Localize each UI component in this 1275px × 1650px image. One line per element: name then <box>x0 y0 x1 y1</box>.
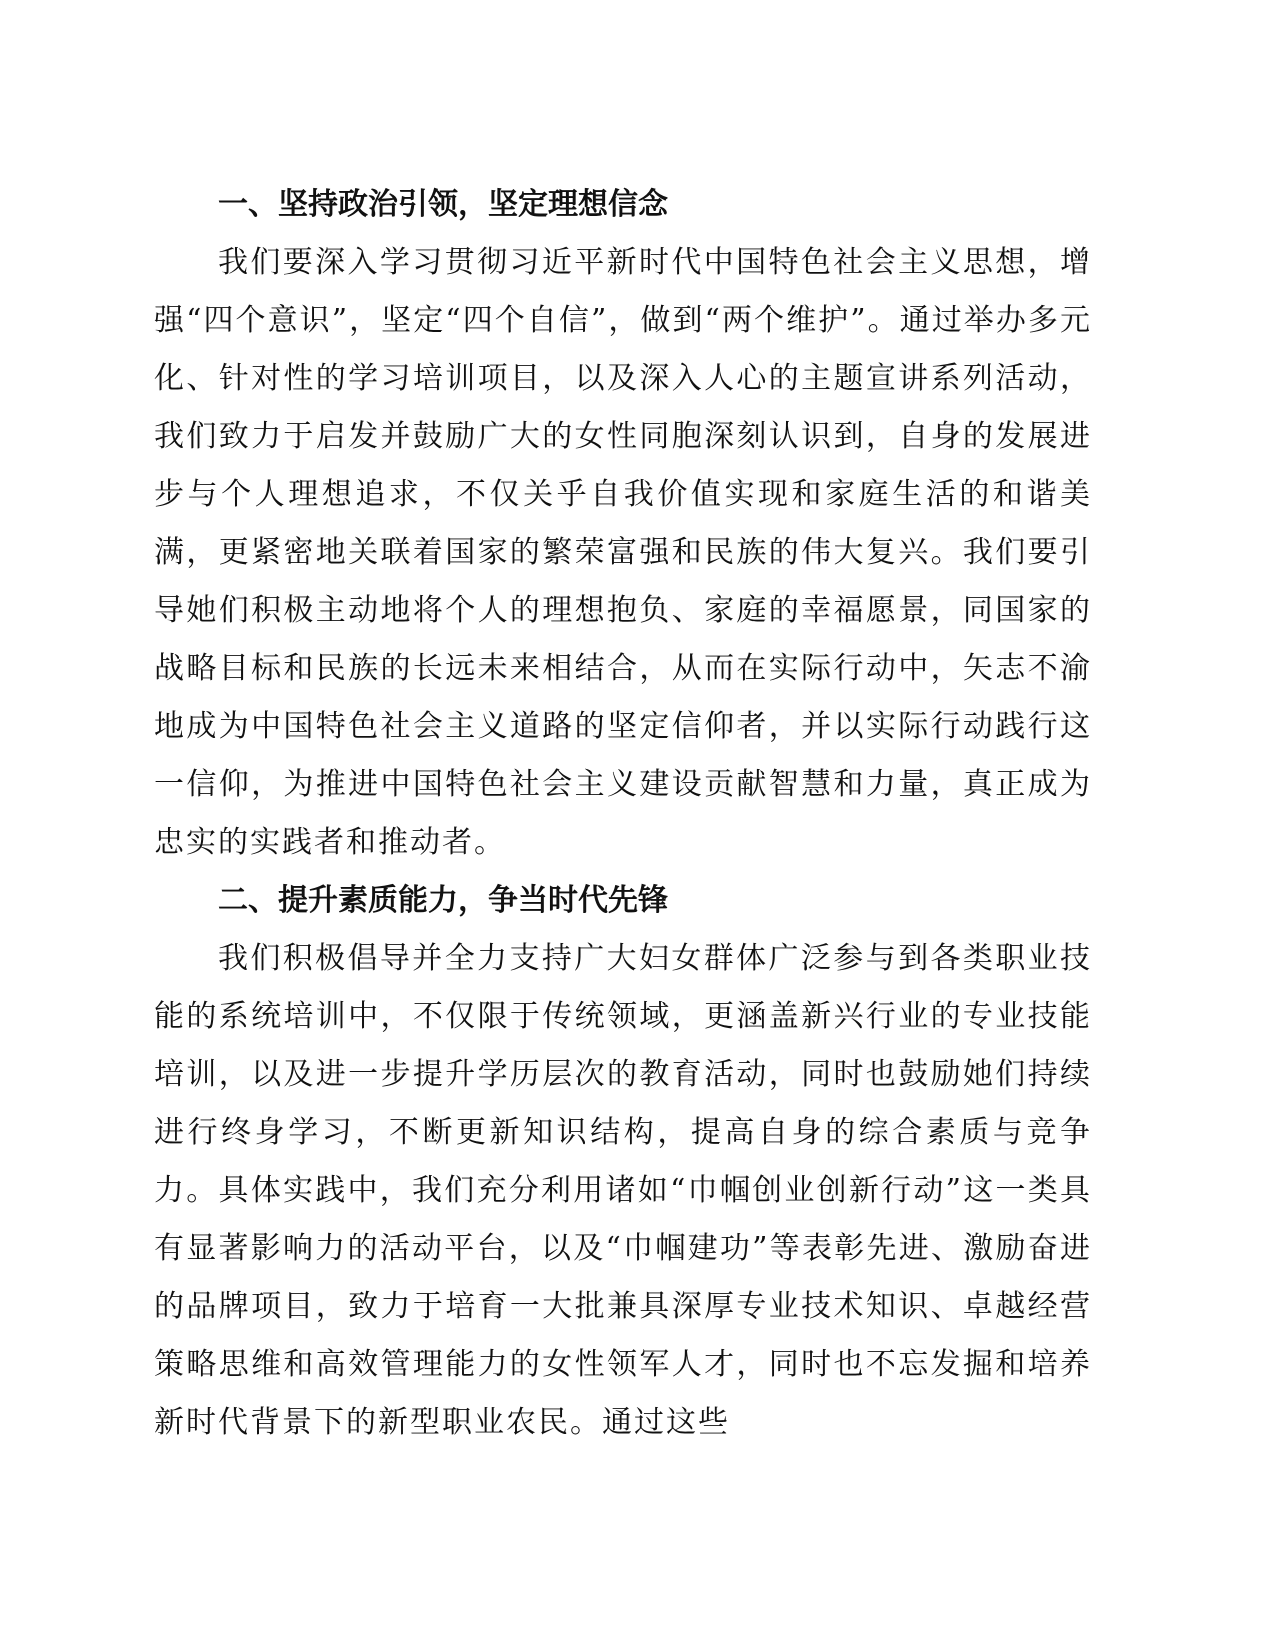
document-content <box>154 176 1092 1452</box>
section-heading-2: 二、提升素质能力，争当时代先锋 <box>218 883 668 918</box>
section-paragraph-1: 我们要深入学习贯彻习近平新时代中国特色社会主义思想，增强“四个意识”，坚定“四个自信”，做到“两个维护”。通过举办多元化、针对性的学习培训项目，以及深入人心的主题宣讲系列活动，我们致力于启发并鼓励广大的女性同胞深刻认识到，自身的发展进步与个人理想追求，不仅关乎自我价值实现和家庭生活的和谐美满，更紧密地关联着国家的繁荣富强和民族的伟大复兴。我们要引导她们积极主动地将个人的理想抱负、家庭的幸福愿景，同国家的战略目标和民族的长远未来相结合，从而在实际行动中，矢志不渝地成为中国特色社会主义道路的坚定信仰者，并以实际行动践行这一信仰，为推进中国特色社会主义建设贡献智慧和力量，真正成为忠实的实践者和推动者。 <box>154 245 1092 860</box>
section-heading-1: 一、坚持政治引领，坚定理想信念 <box>218 187 668 222</box>
section-paragraph-2: 我们积极倡导并全力支持广大妇女群体广泛参与到各类职业技能的系统培训中，不仅限于传统领域，更涵盖新兴行业的专业技能培训，以及进一步提升学历层次的教育活动，同时也鼓励她们持续进行终身学习，不断更新知识结构，提高自身的综合素质与竞争力。具体实践中，我们充分利用诸如“巾帼创业创新行动”这一类具有显著影响力的活动平台，以及“巾帼建功”等表彰先进、激励奋进的品牌项目，致力于培育一大批兼具深厚专业技术知识、卓越经营策略思维和高效管理能力的女性领军人才，同时也不忘发掘和培养新时代背景下的新型职业农民。通过这些 <box>154 941 1092 1440</box>
